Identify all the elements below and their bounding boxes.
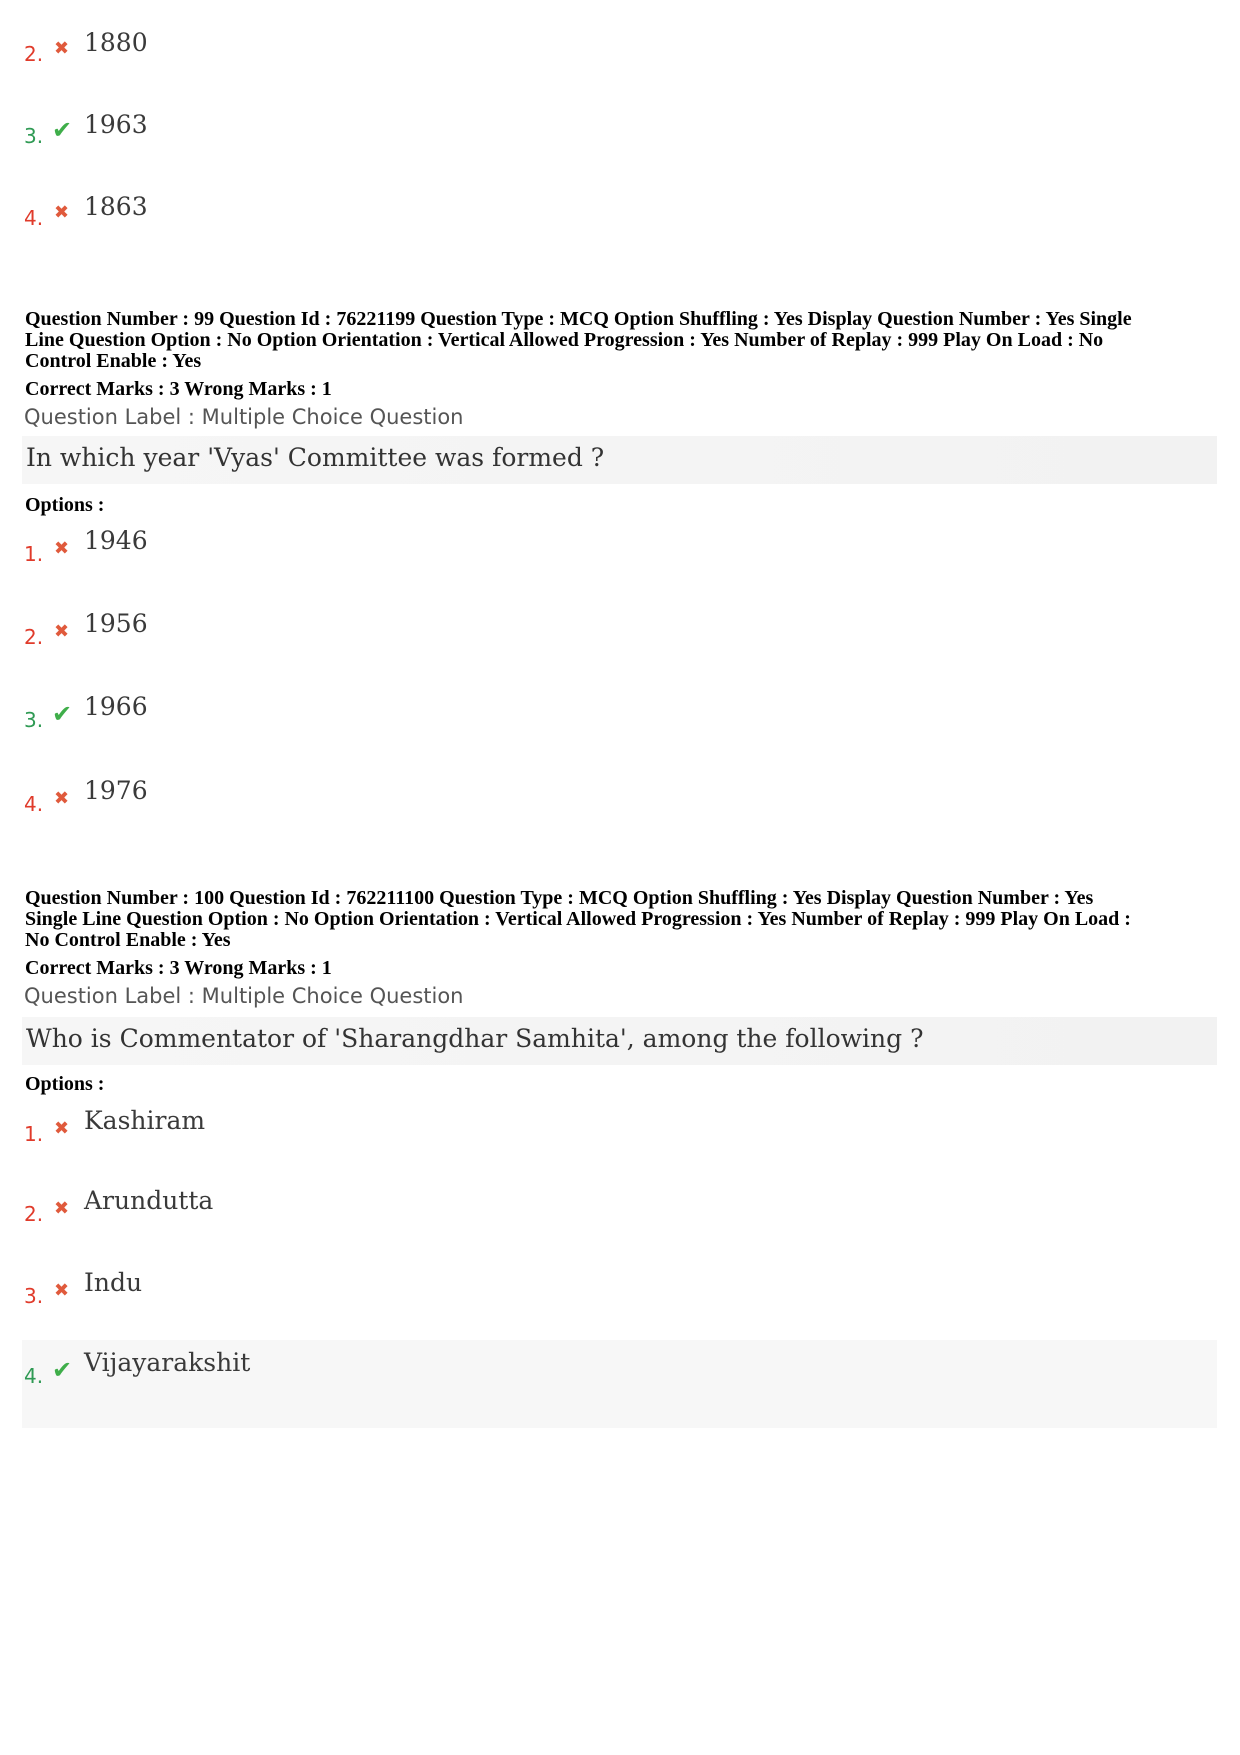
option-number: 3. (24, 124, 44, 148)
option-number: 3. (24, 1284, 44, 1308)
meta-line: Single Line Question Option : No Option Orientation : Vertical Allowed Progression : Yes Number of Replay : 999 Play On Load : (25, 908, 1131, 930)
option-number: 1. (24, 1122, 44, 1146)
question-marks: Correct Marks : 3 Wrong Marks : 1 (25, 378, 332, 400)
meta-line: Question Number : 100 Question Id : 762211100 Question Type : MCQ Option Shuffling : Yes Display Question Number : Yes (25, 887, 1094, 909)
option-number: 2. (24, 1202, 44, 1226)
meta-line: No Control Enable : Yes (25, 929, 231, 951)
option-value: Vijayarakshit (84, 1348, 251, 1377)
option-value: 1880 (84, 28, 148, 57)
option-number: 2. (24, 625, 44, 649)
cross-icon: ✖ (54, 202, 70, 223)
cross-icon: ✖ (54, 538, 70, 559)
option-value: 1976 (84, 776, 148, 805)
option-number: 2. (24, 42, 44, 66)
option-value: 1956 (84, 609, 148, 638)
meta-line: Control Enable : Yes (25, 350, 202, 372)
question-marks: Correct Marks : 3 Wrong Marks : 1 (25, 957, 332, 979)
cross-icon: ✖ (54, 621, 70, 642)
option-value: 1963 (84, 110, 148, 139)
question-meta (25, 888, 1225, 951)
question-text-box (22, 436, 1217, 484)
option-number: 4. (24, 792, 44, 816)
check-icon: ✔ (52, 116, 73, 144)
question-text-box (22, 1017, 1217, 1065)
option-number: 3. (24, 708, 44, 732)
option-value: Arundutta (84, 1186, 214, 1215)
option-value: 1946 (84, 526, 148, 555)
option-number: 4. (24, 1364, 44, 1388)
question-meta (25, 309, 1225, 372)
question-label: Question Label : Multiple Choice Question (24, 405, 464, 429)
meta-line: Line Question Option : No Option Orientation : Vertical Allowed Progression : Yes Number of Replay : 999 Play On Load : No (25, 329, 1104, 351)
check-icon: ✔ (52, 700, 73, 728)
question-text: In which year 'Vyas' Committee was formed ? (26, 443, 605, 472)
options-label: Options : (25, 494, 105, 516)
option-value: Indu (84, 1268, 143, 1297)
cross-icon: ✖ (54, 1198, 70, 1219)
option-value: Kashiram (84, 1106, 206, 1135)
cross-icon: ✖ (54, 1280, 70, 1301)
cross-icon: ✖ (54, 38, 70, 59)
option-value: 1966 (84, 692, 148, 721)
cross-icon: ✖ (54, 1118, 70, 1139)
option-value: 1863 (84, 192, 148, 221)
option-number: 1. (24, 542, 44, 566)
cross-icon: ✖ (54, 788, 70, 809)
question-label: Question Label : Multiple Choice Question (24, 984, 464, 1008)
meta-line: Question Number : 99 Question Id : 76221199 Question Type : MCQ Option Shuffling : Yes Display Question Number : Yes Single (25, 308, 1132, 330)
check-icon: ✔ (52, 1356, 73, 1384)
options-label: Options : (25, 1073, 105, 1095)
option-number: 4. (24, 206, 44, 230)
question-text: Who is Commentator of 'Sharangdhar Samhita', among the following ? (26, 1024, 924, 1053)
